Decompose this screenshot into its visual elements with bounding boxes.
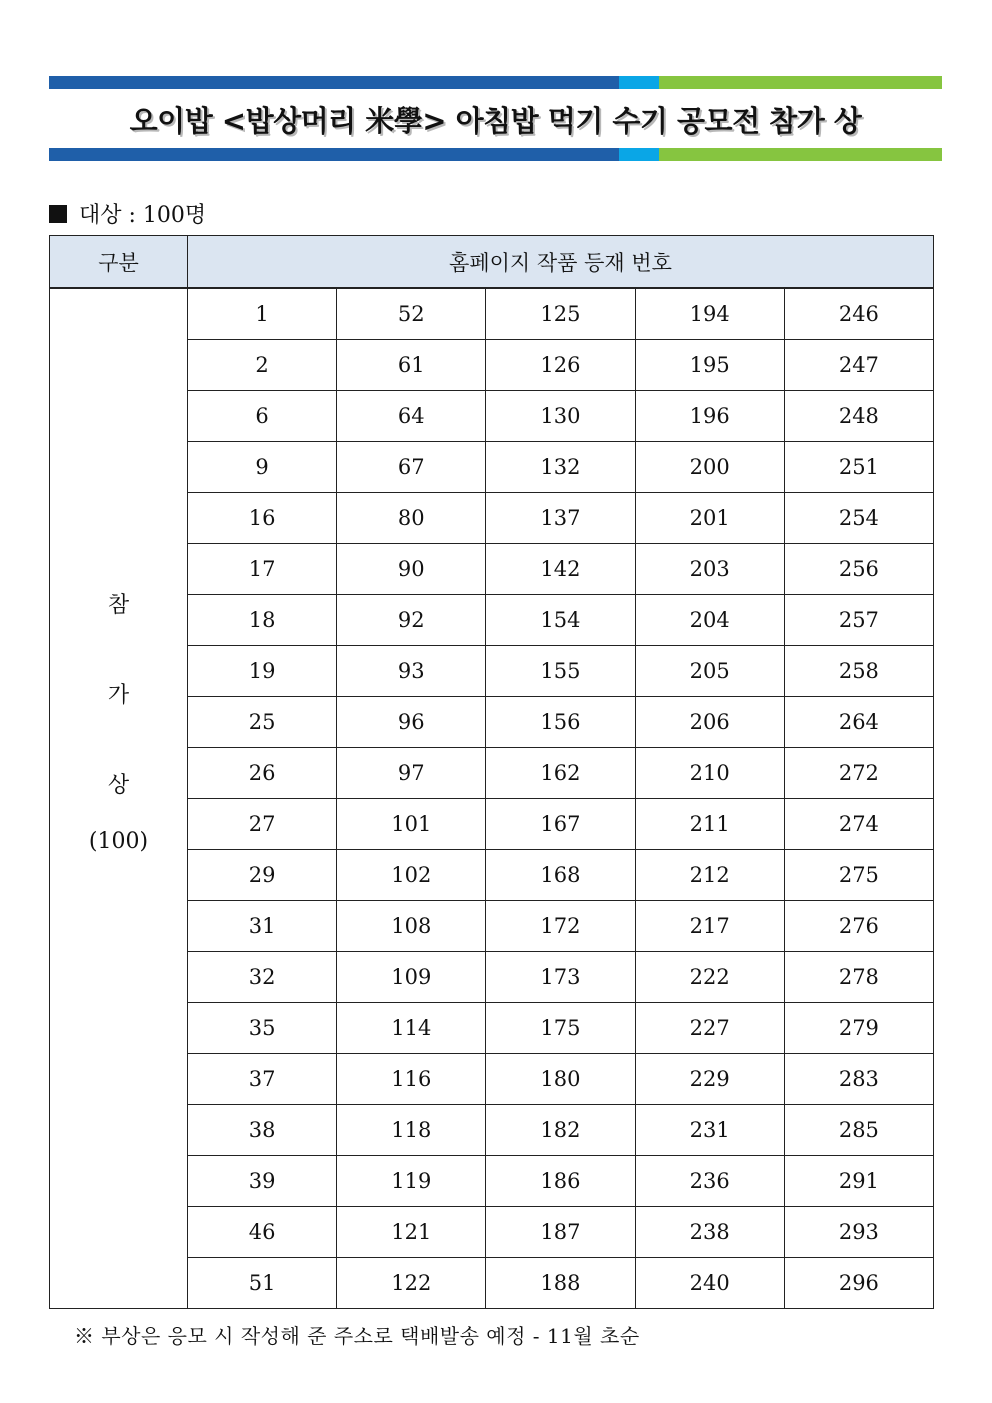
page-title: 오이밥 <밥상머리 米學> 아침밥 먹기 수기 공모전 참가 상 xyxy=(129,103,862,138)
entry-number-cell: 35 xyxy=(188,1003,337,1054)
entry-number-cell: 240 xyxy=(635,1258,784,1309)
entry-number-cell: 203 xyxy=(635,544,784,595)
entry-number-cell: 6 xyxy=(188,391,337,442)
entry-number-cell: 275 xyxy=(784,850,933,901)
entry-number-cell: 18 xyxy=(188,595,337,646)
entry-number-cell: 26 xyxy=(188,748,337,799)
entry-number-cell: 274 xyxy=(784,799,933,850)
entry-number-cell: 291 xyxy=(784,1156,933,1207)
entry-number-cell: 61 xyxy=(337,340,486,391)
header-numbers: 홈페이지 작품 등재 번호 xyxy=(188,236,934,289)
entry-number-cell: 279 xyxy=(784,1003,933,1054)
entry-number-cell: 195 xyxy=(635,340,784,391)
entry-number-cell: 196 xyxy=(635,391,784,442)
entry-number-cell: 188 xyxy=(486,1258,635,1309)
entry-number-cell: 156 xyxy=(486,697,635,748)
entry-number-cell: 257 xyxy=(784,595,933,646)
entry-number-cell: 162 xyxy=(486,748,635,799)
entry-number-cell: 205 xyxy=(635,646,784,697)
entry-number-cell: 93 xyxy=(337,646,486,697)
entry-number-cell: 92 xyxy=(337,595,486,646)
category-char: 상 xyxy=(107,772,130,798)
entry-number-cell: 27 xyxy=(188,799,337,850)
category-count: (100) xyxy=(88,828,149,854)
entry-number-cell: 122 xyxy=(337,1258,486,1309)
entry-number-cell: 217 xyxy=(635,901,784,952)
entry-number-cell: 51 xyxy=(188,1258,337,1309)
entry-number-cell: 108 xyxy=(337,901,486,952)
entry-number-cell: 97 xyxy=(337,748,486,799)
entry-number-cell: 52 xyxy=(337,288,486,340)
table-row xyxy=(50,288,934,340)
header-bottom-bar xyxy=(49,148,942,161)
entry-number-cell: 206 xyxy=(635,697,784,748)
entry-number-cell: 200 xyxy=(635,442,784,493)
section-heading xyxy=(49,198,206,229)
entry-number-cell: 194 xyxy=(635,288,784,340)
entry-number-cell: 247 xyxy=(784,340,933,391)
entry-number-cell: 204 xyxy=(635,595,784,646)
entry-number-cell: 293 xyxy=(784,1207,933,1258)
entry-number-cell: 276 xyxy=(784,901,933,952)
entry-number-cell: 130 xyxy=(486,391,635,442)
entry-number-cell: 296 xyxy=(784,1258,933,1309)
entry-number-cell: 80 xyxy=(337,493,486,544)
entry-number-cell: 246 xyxy=(784,288,933,340)
entry-number-cell: 118 xyxy=(337,1105,486,1156)
entry-number-cell: 212 xyxy=(635,850,784,901)
header-category: 구분 xyxy=(50,236,188,289)
entry-number-cell: 222 xyxy=(635,952,784,1003)
entry-number-cell: 142 xyxy=(486,544,635,595)
entry-number-cell: 2 xyxy=(188,340,337,391)
entry-number-cell: 38 xyxy=(188,1105,337,1156)
entry-number-cell: 155 xyxy=(486,646,635,697)
entry-number-cell: 39 xyxy=(188,1156,337,1207)
entry-number-cell: 31 xyxy=(188,901,337,952)
category-char: 참 xyxy=(107,592,130,618)
entry-number-cell: 46 xyxy=(188,1207,337,1258)
entry-number-cell: 180 xyxy=(486,1054,635,1105)
entry-number-cell: 16 xyxy=(188,493,337,544)
entry-number-cell: 236 xyxy=(635,1156,784,1207)
entry-number-cell: 167 xyxy=(486,799,635,850)
entry-number-cell: 64 xyxy=(337,391,486,442)
entry-number-cell: 272 xyxy=(784,748,933,799)
entry-number-cell: 132 xyxy=(486,442,635,493)
entry-number-cell: 154 xyxy=(486,595,635,646)
entry-number-cell: 19 xyxy=(188,646,337,697)
entry-number-cell: 227 xyxy=(635,1003,784,1054)
entry-number-cell: 102 xyxy=(337,850,486,901)
entry-number-cell: 67 xyxy=(337,442,486,493)
entry-number-cell: 248 xyxy=(784,391,933,442)
entry-number-cell: 173 xyxy=(486,952,635,1003)
entry-number-cell: 172 xyxy=(486,901,635,952)
section-label: 대상 : 100명 xyxy=(79,203,207,228)
entry-number-cell: 116 xyxy=(337,1054,486,1105)
entry-number-cell: 125 xyxy=(486,288,635,340)
header-top-bar xyxy=(49,76,942,89)
entry-number-cell: 90 xyxy=(337,544,486,595)
entry-number-cell: 211 xyxy=(635,799,784,850)
entry-number-cell: 283 xyxy=(784,1054,933,1105)
entry-number-cell: 182 xyxy=(486,1105,635,1156)
entry-number-cell: 109 xyxy=(337,952,486,1003)
entry-number-cell: 231 xyxy=(635,1105,784,1156)
entry-number-cell: 254 xyxy=(784,493,933,544)
entry-number-cell: 258 xyxy=(784,646,933,697)
category-char: 가 xyxy=(107,682,130,708)
entry-number-cell: 264 xyxy=(784,697,933,748)
entry-number-cell: 210 xyxy=(635,748,784,799)
entry-number-cell: 251 xyxy=(784,442,933,493)
square-bullet-icon xyxy=(49,205,67,223)
entry-number-cell: 126 xyxy=(486,340,635,391)
entry-number-cell: 137 xyxy=(486,493,635,544)
entry-number-cell: 121 xyxy=(337,1207,486,1258)
entry-number-cell: 256 xyxy=(784,544,933,595)
winners-table xyxy=(49,235,934,1309)
entry-number-cell: 285 xyxy=(784,1105,933,1156)
entry-number-cell: 1 xyxy=(188,288,337,340)
entry-number-cell: 25 xyxy=(188,697,337,748)
table-header-row xyxy=(50,236,934,289)
entry-number-cell: 278 xyxy=(784,952,933,1003)
entry-number-cell: 29 xyxy=(188,850,337,901)
entry-number-cell: 187 xyxy=(486,1207,635,1258)
entry-number-cell: 238 xyxy=(635,1207,784,1258)
entry-number-cell: 32 xyxy=(188,952,337,1003)
entry-number-cell: 175 xyxy=(486,1003,635,1054)
entry-number-cell: 96 xyxy=(337,697,486,748)
entry-number-cell: 9 xyxy=(188,442,337,493)
entry-number-cell: 17 xyxy=(188,544,337,595)
category-cell xyxy=(50,288,188,1309)
entry-number-cell: 168 xyxy=(486,850,635,901)
table-body xyxy=(50,288,934,1309)
entry-number-cell: 201 xyxy=(635,493,784,544)
entry-number-cell: 101 xyxy=(337,799,486,850)
entry-number-cell: 37 xyxy=(188,1054,337,1105)
entry-number-cell: 114 xyxy=(337,1003,486,1054)
footnote: ※ 부상은 응모 시 작성해 준 주소로 택배발송 예정 - 11월 초순 xyxy=(74,1324,640,1348)
entry-number-cell: 186 xyxy=(486,1156,635,1207)
entry-number-cell: 229 xyxy=(635,1054,784,1105)
entry-number-cell: 119 xyxy=(337,1156,486,1207)
